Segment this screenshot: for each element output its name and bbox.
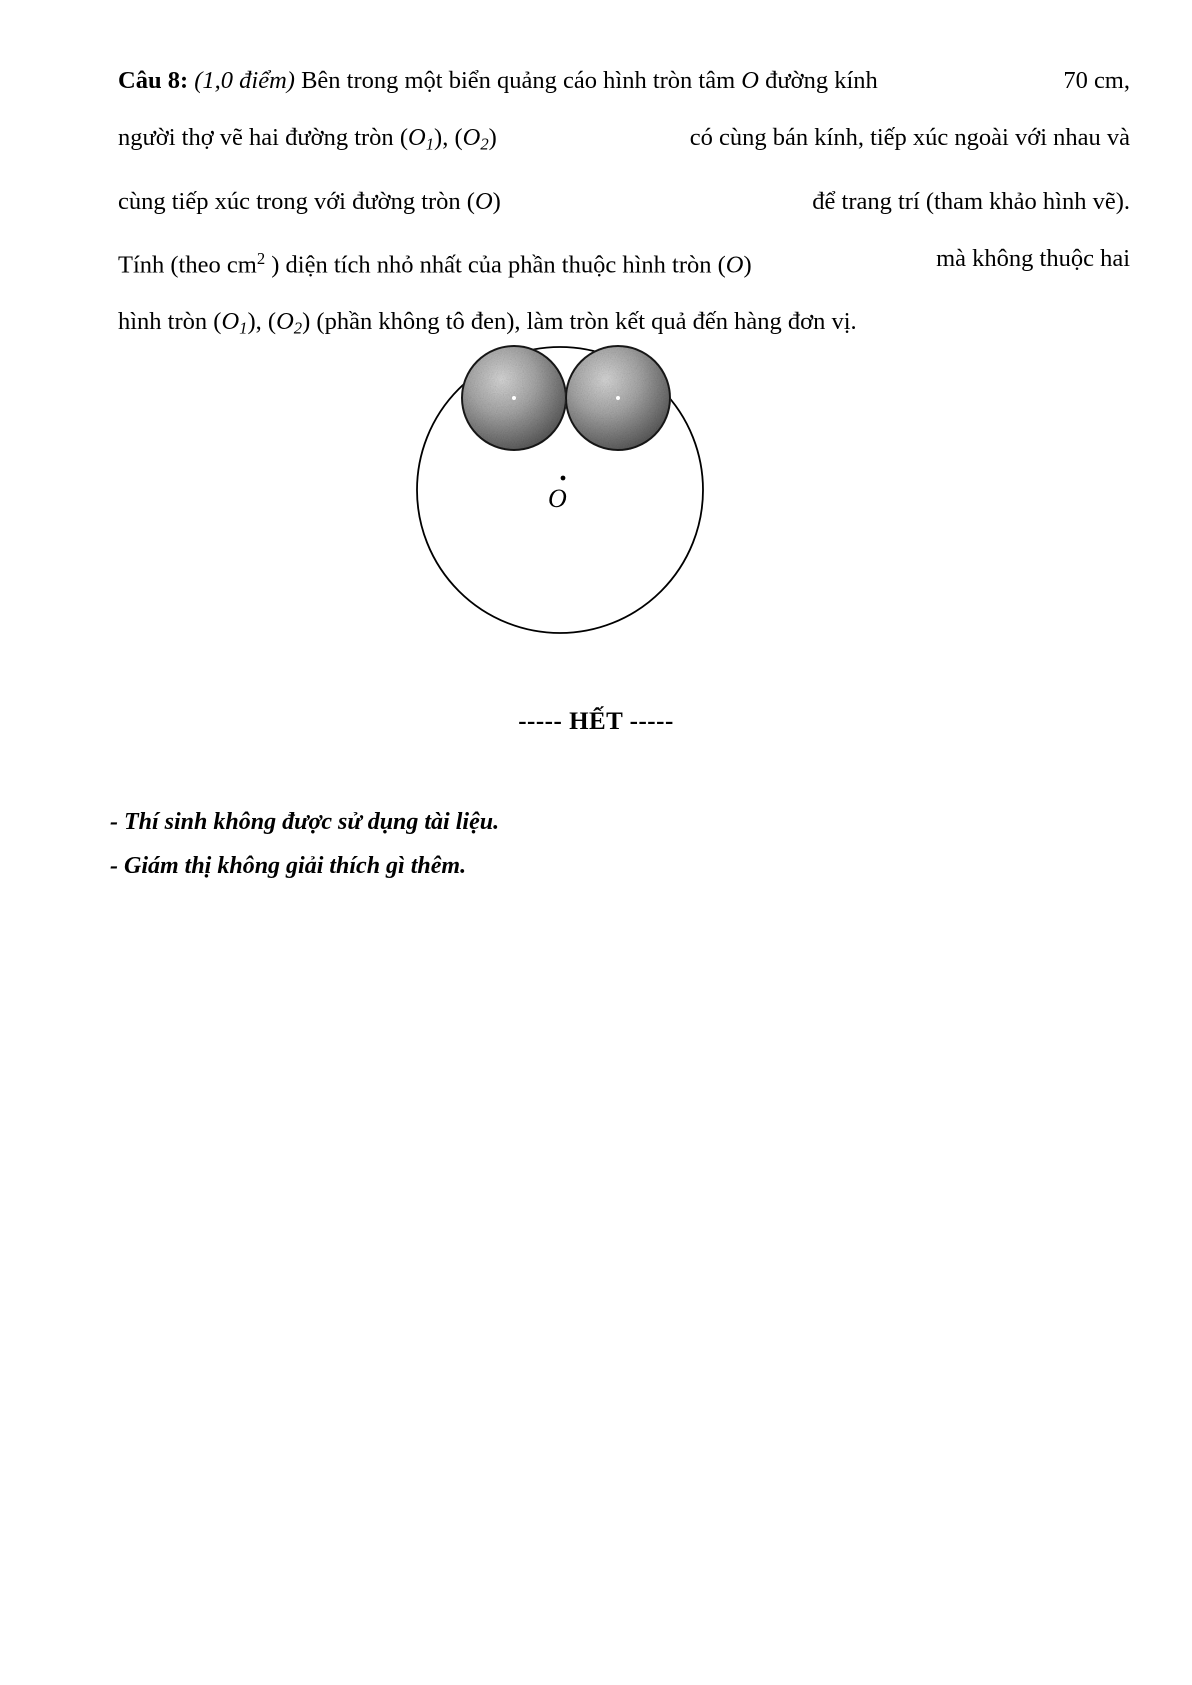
- question-line-4-text-a: Tính (theo: [118, 250, 221, 278]
- circle-O2-symbol-b: O: [276, 307, 294, 335]
- question-line-5-text-b: (phần không tô đen), làm tròn kết quả đến hàng đơn vị.: [316, 307, 857, 335]
- question-line-2-text-b: có cùng bán kính, tiếp xúc ngoài với nhau và: [689, 124, 1130, 151]
- figure-label-O: O: [548, 484, 567, 513]
- question-line-4: Tính (theo $cm^2$ ) diện tích nhỏ nhất của phần thuộc hình tròn (O) mà không thuộc hai: [118, 230, 1130, 293]
- note-line-2: - Giám thị không giải thích gì thêm.: [110, 853, 467, 879]
- question-line-5: hình tròn $(O_1)$, $(O_2)$ (phần không tô đen), làm tròn kết quả đến hàng đơn vị.: [118, 307, 857, 338]
- circle-O-symbol-3: O: [725, 250, 744, 278]
- note-line-1: - Thí sinh không được sử dụng tài liệu.: [110, 809, 500, 835]
- question-line-3: cùng tiếp xúc trong với đường tròn (O) để trang trí (tham khảo hình vẽ).: [118, 173, 1130, 230]
- center-dot-O2: [616, 396, 620, 400]
- unit-cm-exponent: 2: [256, 248, 266, 268]
- question-line-1: [118, 52, 1130, 109]
- end-of-exam-marker: ----- HẾT -----: [518, 708, 674, 735]
- question-block: [118, 52, 1130, 357]
- geometry-figure: [400, 330, 720, 650]
- question-line-1-text-b: đường kính: [765, 67, 878, 94]
- circle-O1-symbol-b: O: [221, 307, 240, 335]
- question-line-3-text-a: cùng tiếp xúc trong với đường tròn: [118, 187, 461, 215]
- question-line-3-text-b: để trang trí (tham khảo hình vẽ).: [812, 187, 1130, 215]
- circle-O2-symbol-a: O: [462, 124, 481, 151]
- unit-cm: cm: [226, 250, 257, 278]
- center-dot-O: [561, 476, 566, 481]
- question-line-4-text-c: mà không thuộc hai: [936, 244, 1130, 272]
- question-line-1-text-a: Bên trong một biển quảng cáo hình tròn tâm: [301, 67, 736, 94]
- circle-O2-subscript-b: 2: [293, 318, 303, 338]
- question-line-4-text-b: ) diện tích nhỏ nhất của phần thuộc hình tròn: [271, 250, 712, 278]
- circle-O1-subscript-a: 1: [425, 134, 435, 154]
- circle-O-symbol-2: O: [474, 187, 493, 215]
- circle-O1-symbol-a: O: [407, 124, 426, 151]
- question-line-5-text-a: hình tròn: [118, 307, 208, 335]
- circle-O1-subscript-b: 1: [239, 318, 248, 338]
- question-line-2-text-a: người thợ vẽ hai đường tròn: [118, 124, 394, 151]
- circle-O2-subscript-a: 2: [480, 134, 489, 154]
- question-label: Câu 8:: [118, 67, 189, 94]
- circle-O-symbol-1: O: [741, 67, 759, 94]
- question-line-1-value: 70 cm,: [1063, 67, 1130, 94]
- question-points: (1,0 điểm): [194, 67, 295, 94]
- exam-notes: [110, 800, 1010, 888]
- center-dot-O1: [512, 396, 516, 400]
- question-line-2: người thợ vẽ hai đường tròn $(O_1)$, $(O_2)$ có cùng bán kính, tiếp xúc ngoài với nhau và: [118, 109, 1130, 173]
